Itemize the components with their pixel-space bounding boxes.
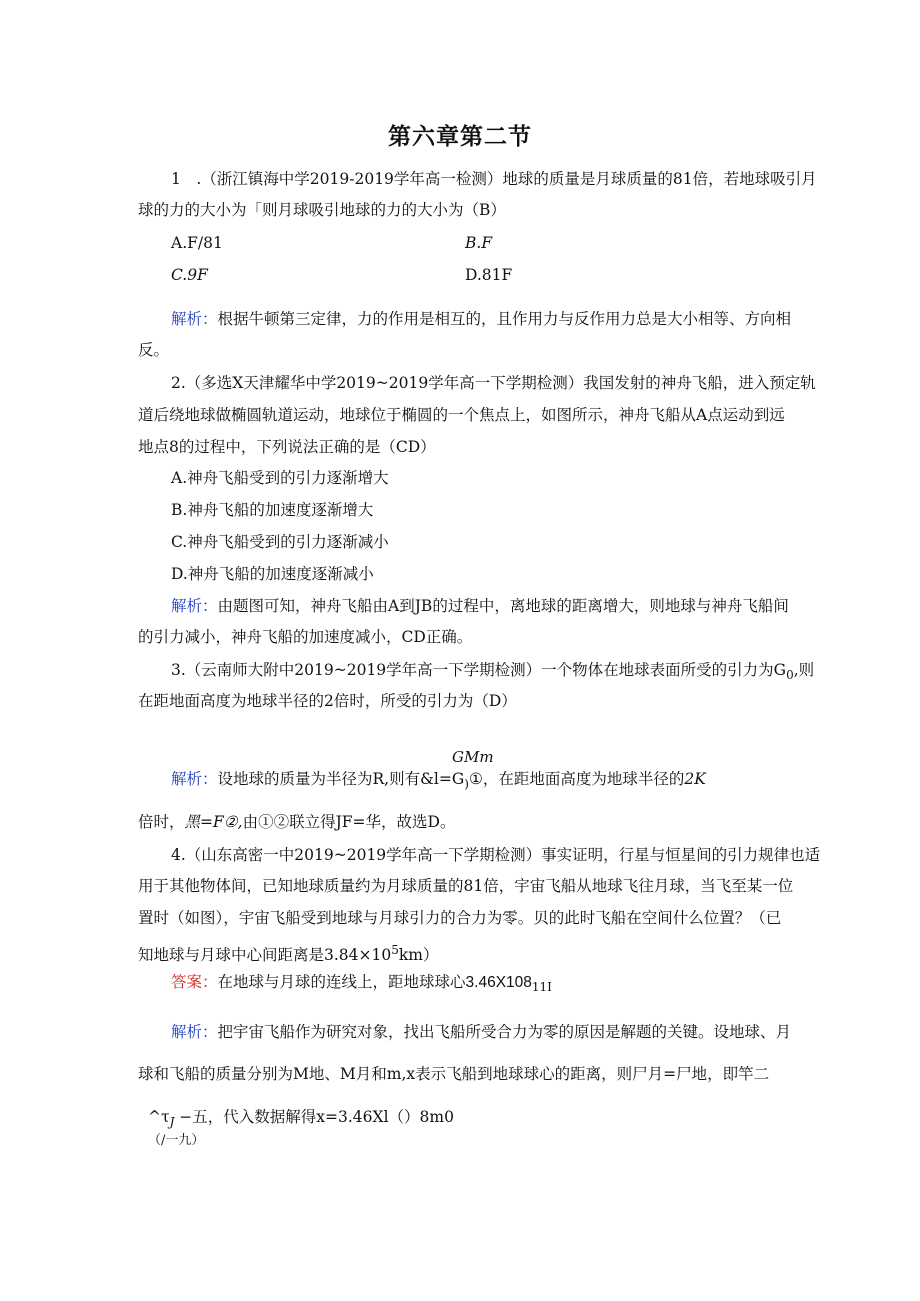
q2-analysis-line-1 <box>171 595 789 617</box>
q2-analysis-line-2: 的引力减小，神舟飞船的加速度减小，CD正确。 <box>138 628 473 646</box>
q1-option-b: B.F <box>465 234 493 252</box>
q4-line-4-end: km） <box>398 946 439 965</box>
analysis-label: 解析： <box>171 1023 218 1041</box>
q3-analysis-line-1 <box>171 768 706 795</box>
answer-label: 答案： <box>171 973 218 991</box>
q4-formula-start: ^τ <box>148 1108 170 1126</box>
q4-analysis-line-2: 球和飞船的质量分别为M地、M月和m,x表示飞船到地球球心的距离，则尸月=尸地，即竿二 <box>138 1065 770 1083</box>
q4-analysis-text: 把宇宙飞船作为研究对象，找出飞船所受合力为零的原因是解题的关键。设地球、月 <box>217 1023 792 1041</box>
q2-line-3: 地点8的过程中，下列说法正确的是（CD） <box>138 438 436 456</box>
q4-superscript: 5 <box>391 943 399 957</box>
q1-analysis-line-2: 反。 <box>138 341 170 359</box>
q4-answer-text: 在地球与月球的连线上，距地球球心 <box>217 973 466 991</box>
q2-option-b: B.神舟飞船的加速度逐渐增大 <box>171 501 374 519</box>
q2-option-a: A.神舟飞船受到的引力逐渐增大 <box>171 469 389 487</box>
q3-analysis-text-d: 倍时， <box>138 813 185 831</box>
q3-line-1-text: 3.（云南师大附中2019~2019学年高一下学期检测）一个物体在地球表面所受的引力为G <box>171 661 787 679</box>
q3-analysis-text-c: 2K <box>684 770 706 788</box>
q2-line-2: 道后绕地球做椭圆轨道运动，地球位于椭圆的一个焦点上，如图所示，神舟飞船从A点运动到远 <box>138 406 785 424</box>
q3-line-1 <box>171 659 814 686</box>
q1-line-2: 球的力的大小为「则月球吸引地球的力的大小为（B） <box>138 201 506 219</box>
q3-subscript: 0 <box>786 668 794 683</box>
analysis-label: 解析： <box>171 770 218 788</box>
analysis-label: 解析： <box>171 310 218 328</box>
q4-line-3: 置时（如图），宇宙飞船受到地球与月球引力的合力为零。贝的此时飞船在空间什么位置？（已 <box>138 909 782 927</box>
q4-analysis-line-1 <box>171 1021 791 1043</box>
q1-option-d: D.81F <box>465 266 513 284</box>
q3-analysis-line-2 <box>138 811 455 833</box>
q1-option-a: A.F/81 <box>171 234 223 252</box>
q4-answer-line <box>171 971 552 998</box>
q3-line-2: 在距地面高度为地球半径的2倍时，所受的引力为（D） <box>138 692 517 710</box>
q2-analysis-text: 由题图可知，神舟飞船由A到JB的过程中，离地球的距离增大，则地球与神舟飞船间 <box>217 597 789 615</box>
q3-analysis-text-a: 设地球的质量为半径为R,则有&l=G <box>217 770 465 788</box>
q2-line-1: 2.（多选X天津耀华中学2019~2019学年高一下学期检测）我国发射的神舟飞船，进入预定轨 <box>171 374 816 392</box>
q4-line-1: 4.（山东高密一中2019~2019学年高一下学期检测）事实证明，行星与恒星间的引力规律也适 <box>171 846 821 864</box>
q1-analysis-line-1 <box>171 308 791 330</box>
q3-analysis-sub: ) <box>464 777 469 792</box>
q4-answer-value: 3.46X108 <box>465 974 532 991</box>
analysis-label: 解析： <box>171 597 218 615</box>
page-title: 第六章第二节 <box>388 123 532 150</box>
q3-analysis-text-f: 由①②联立得JF=华，故选D。 <box>242 813 456 831</box>
q1-analysis-text: 根据牛顿第三定律，力的作用是相互的，且作用力与反作用力总是大小相等、方向相 <box>217 310 792 328</box>
q2-option-c: C.神舟飞船受到的引力逐渐减小 <box>171 533 389 551</box>
q4-formula-rest: −五，代入数据解得x=3.46Xl（）8m0 <box>174 1108 454 1126</box>
q3-analysis-text-e: 黑=F②, <box>184 813 243 831</box>
q3-line-1-end: ,则 <box>793 661 815 679</box>
q3-formula-numerator: GMm <box>452 748 494 766</box>
q1-option-c: C.9F <box>171 266 208 284</box>
q4-answer-sub: 11I <box>531 980 552 995</box>
q4-formula-note: （/一九） <box>148 1133 205 1148</box>
q2-option-d: D.神舟飞船的加速度逐渐减小 <box>171 565 374 583</box>
q3-analysis-text-b: ①，在距地面高度为地球半径的 <box>468 770 685 788</box>
q4-line-2: 用于其他物体间，已知地球质量约为月球质量的81倍，宇宙飞船从地球飞往月球，当飞至某一位 <box>138 877 794 895</box>
q4-line-4-text: 知地球与月球中心间距离是3.84×10 <box>138 946 392 965</box>
q1-line-1: 1 .（浙江镇海中学2019-2019学年高一检测）地球的质量是月球质量的81倍，若地球吸引月 <box>171 170 817 188</box>
q4-line-4 <box>138 939 438 966</box>
q4-formula-sub: J <box>169 1115 175 1130</box>
